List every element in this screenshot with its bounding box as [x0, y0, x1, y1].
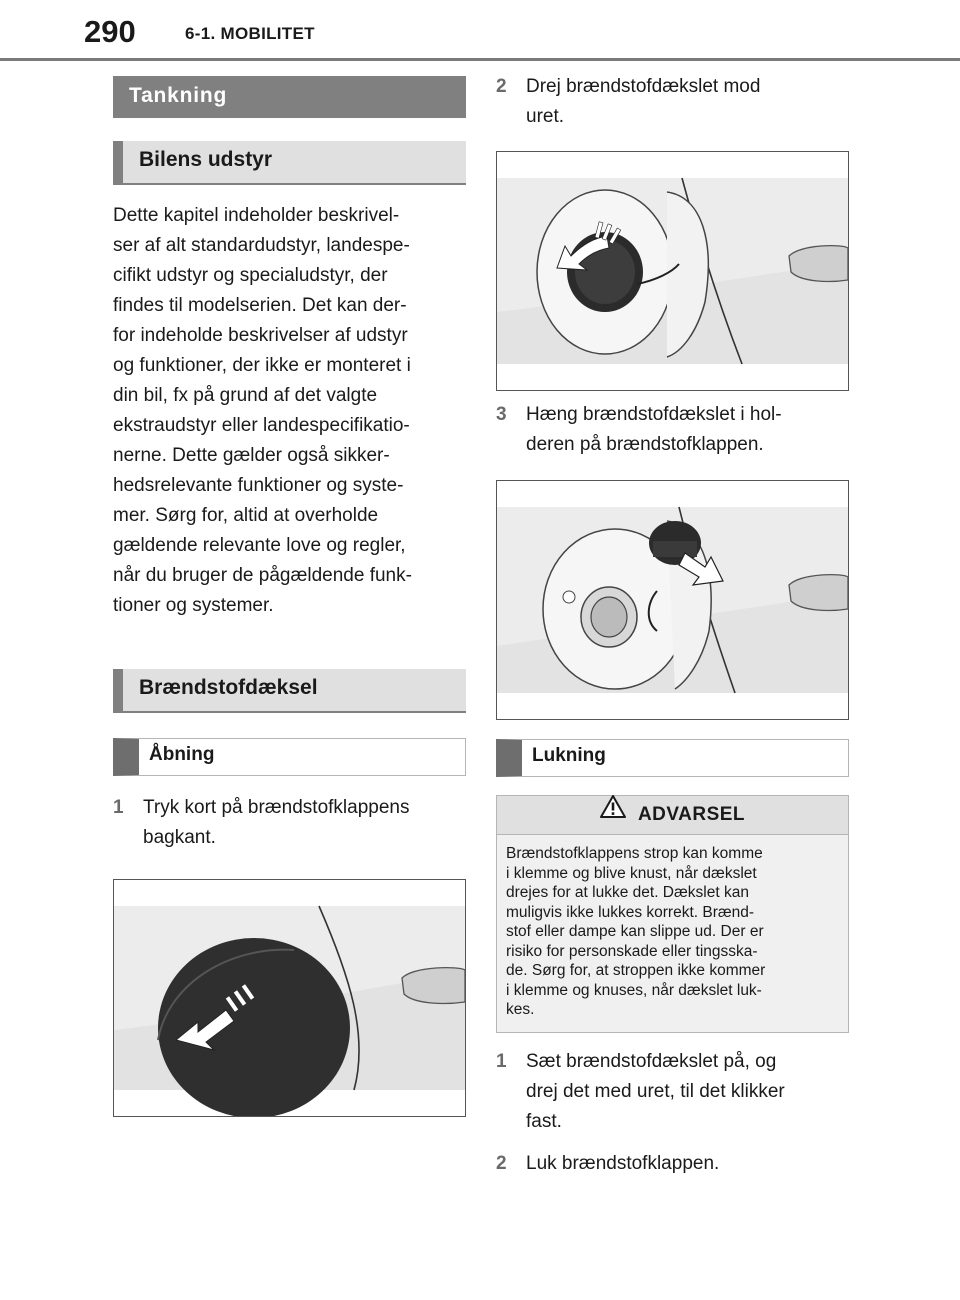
warning-line: stof eller dampe kan slippe ud. Der er: [506, 923, 764, 940]
text-line: tioner og systemer.: [113, 595, 274, 616]
step-open-1: [113, 793, 466, 853]
figure-rotate-cap: [496, 151, 849, 391]
step-line: Hæng brændstofdækslet i hol-: [526, 404, 782, 425]
text-line: ser af alt standardudstyr, landespe-: [113, 235, 410, 256]
step-line: uret.: [526, 106, 565, 127]
warning-line: i klemme og blive knust, når dækslet: [506, 864, 757, 882]
step-line: deren på brændstofklappen.: [526, 434, 764, 455]
step-line: Sæt brændstofdækslet på, og: [526, 1050, 777, 1072]
text-line: mer. Sørg for, altid at overholde: [113, 505, 379, 526]
warning-line: Brændstofklappens strop kan komme: [506, 845, 763, 862]
step-number: 2: [496, 1152, 507, 1174]
warning-header: [497, 796, 848, 835]
subheading-aabning: Åbning: [113, 738, 466, 776]
warning-line: risiko for personskade eller tingsska-: [506, 942, 758, 960]
text-line: Dette kapitel indeholder beskrivel-: [113, 205, 400, 226]
text-line: findes til modelserien. Det kan der-: [113, 295, 407, 316]
text-line: nerne. Dette gælder også sikker-: [113, 445, 390, 466]
step-number: 1: [113, 797, 124, 818]
warning-line: kes.: [506, 1001, 535, 1018]
warning-triangle-icon: [600, 794, 626, 832]
text-line: ekstraudstyr eller landespecifikatio-: [113, 415, 410, 436]
text-line: når du bruger de pågældende funk-: [113, 565, 412, 586]
warning-line: i klemme og knuses, når dækslet luk-: [506, 981, 762, 999]
warning-line: de. Sørg for, at stroppen ikke kommer: [506, 962, 766, 979]
step-number: 2: [496, 76, 507, 97]
step-number: 1: [496, 1050, 507, 1072]
heading-tankning: Tankning: [113, 76, 466, 118]
step-line: Drej brændstofdækslet mod: [526, 76, 761, 97]
text-line: gældende relevante love og regler,: [113, 535, 406, 556]
heading-braendstofdaeksel: Brændstofdæksel: [113, 669, 466, 713]
warning-title: ADVARSEL: [637, 804, 746, 826]
text-line: og funktioner, der ikke er monteret i: [113, 355, 411, 376]
text-line: din bil, fx på grund af det valgte: [113, 385, 378, 406]
header-rule: [0, 58, 960, 61]
left-column: [113, 76, 466, 1117]
text-line: for indeholde beskrivelser af udstyr: [113, 325, 408, 346]
step-open-3: [496, 400, 849, 460]
warning-box: [496, 795, 849, 1033]
text-line: cifikt udstyr og specialudstyr, der: [113, 265, 388, 286]
step-line: Luk brændstofklappen.: [526, 1152, 720, 1174]
section-label: 6-1. MOBILITET: [185, 24, 315, 43]
warning-line: muligvis ikke lukkes korrekt. Brænd-: [506, 903, 755, 921]
figure-hang-cap: [496, 480, 849, 720]
page-number: 290: [84, 14, 136, 49]
step-line: fast.: [526, 1110, 562, 1132]
step-line: drej det med uret, til det klikker: [526, 1080, 785, 1102]
step-close-2: [496, 1149, 849, 1179]
step-line: bagkant.: [143, 827, 216, 848]
step-open-2: [496, 72, 849, 132]
right-column: [496, 72, 849, 1179]
subheading-lukning: Lukning: [496, 739, 849, 777]
warning-text: [497, 835, 848, 1032]
heading-bilens-udstyr: Bilens udstyr: [113, 141, 466, 185]
equipment-paragraph: [113, 201, 466, 621]
step-line: Tryk kort på brændstofklappens: [143, 797, 410, 818]
warning-line: drejes for at lukke det. Dækslet kan: [506, 884, 749, 901]
text-line: hedsrelevante funktioner og syste-: [113, 475, 404, 496]
figure-press-fuel-flap: [113, 879, 466, 1117]
step-number: 3: [496, 404, 507, 425]
step-close-1: [496, 1047, 849, 1137]
